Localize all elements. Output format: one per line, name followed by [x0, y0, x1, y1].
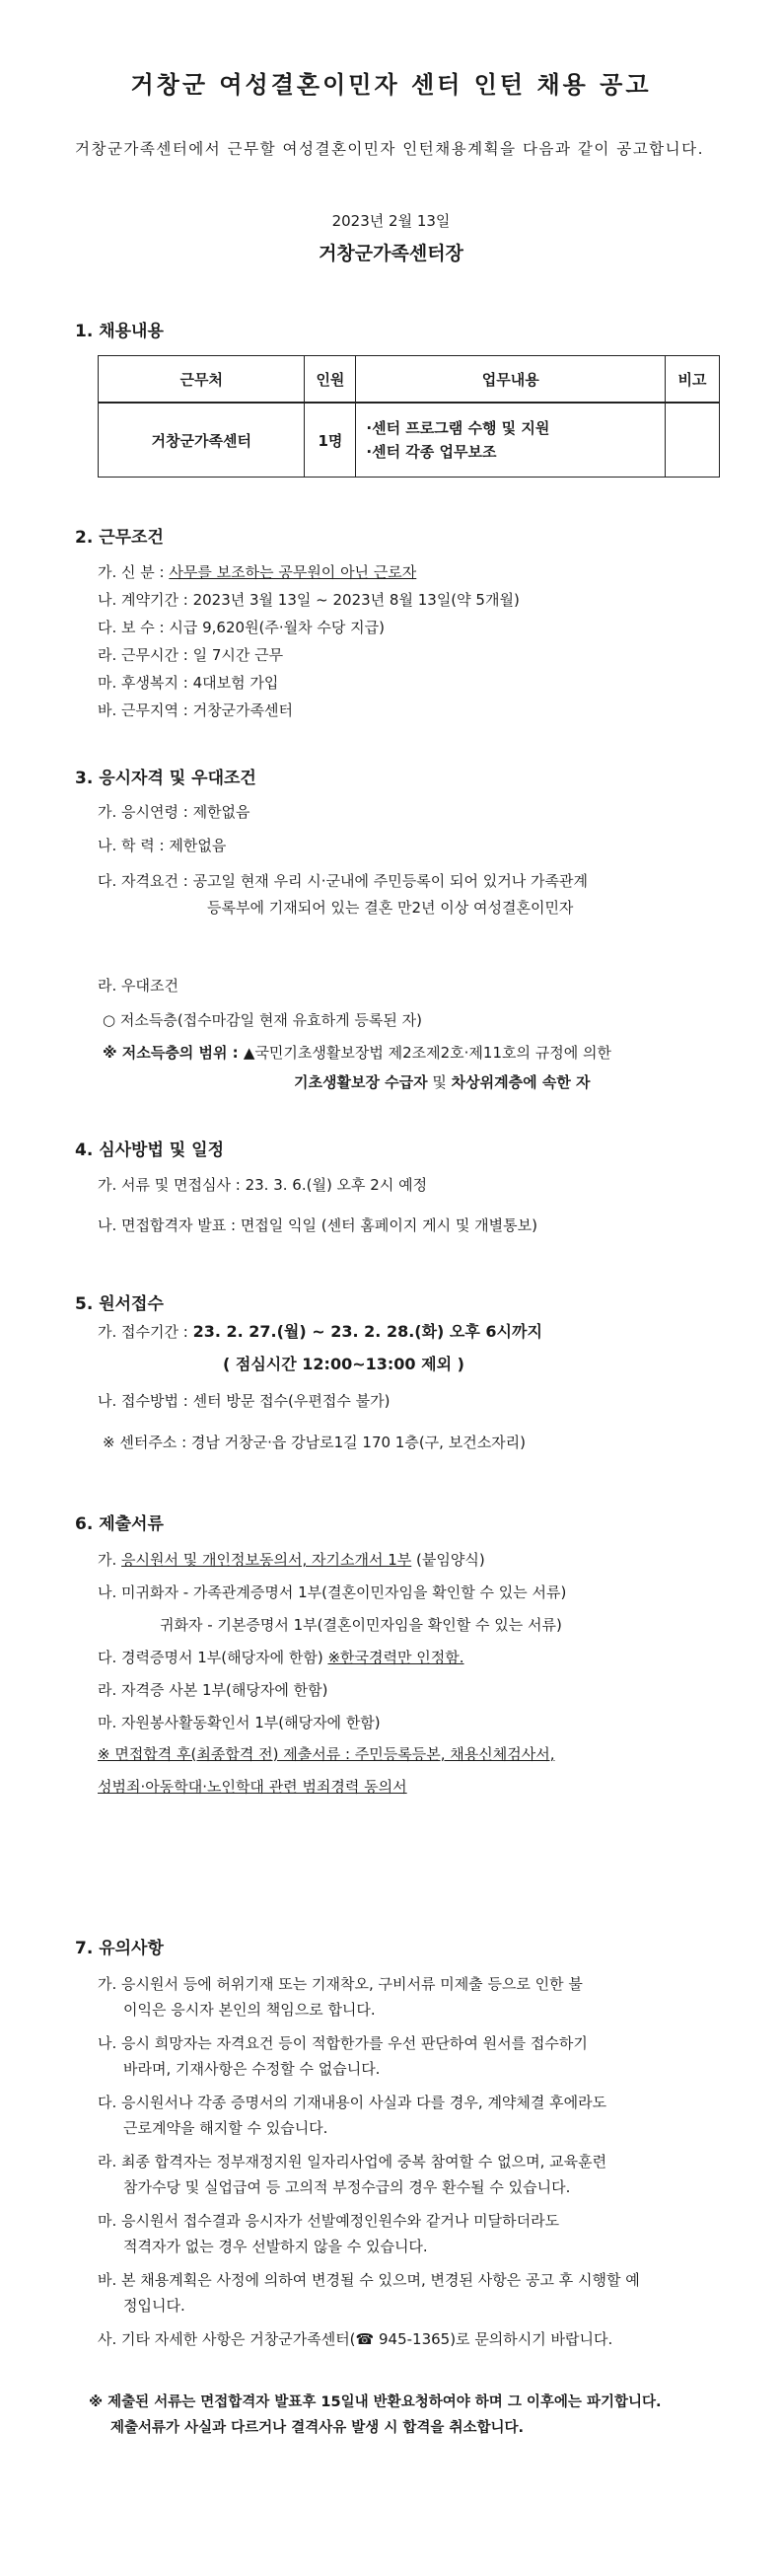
document-non-naturalized: 나. 미귀화자 - 가족관계증명서 1부(결혼이민자임을 확인할 수 있는 서류): [98, 1583, 567, 1601]
condition-label: 가. 신 분 :: [98, 563, 170, 581]
document-naturalized: 귀화자 - 기본증명서 1부(결혼이민자임을 확인할 수 있는 서류): [160, 1616, 562, 1634]
center-address: ※ 센터주소 : 경남 거창군·읍 강남로1길 170 1층(구, 보건소자리): [103, 1434, 527, 1451]
lunch-break-note: ( 점심시간 12:00~13:00 제외 ): [223, 1355, 464, 1373]
condition-value: 4대보험 가입: [192, 674, 279, 692]
caution-item: 라. 최종 합격자는 정부재정지원 일자리사업에 중복 참여할 수 없으며, 교육훈련: [98, 2153, 607, 2171]
scope-text: ▲국민기초생활보장법 제2조제2호·제11호의 규정에 의한: [243, 1044, 611, 1062]
section-4-heading: 4. 심사방법 및 일정: [75, 1141, 224, 1160]
doc-suffix: (붙임양식): [411, 1551, 485, 1569]
qualification-age: 가. 응시연령 : 제한없음: [98, 803, 250, 821]
preference-low-income: ○ 저소득층(접수마감일 현재 유효하게 등록된 자): [103, 1011, 422, 1029]
condition-value: 사무를 보조하는 공무원이 아닌 근로자: [169, 563, 417, 581]
intro-paragraph: 거창군가족센터에서 근무할 여성결혼이민자 인턴채용계획을 다음과 같이 공고합니다.: [75, 140, 705, 158]
section-5-heading: 5. 원서접수: [75, 1294, 164, 1314]
screening-schedule: 가. 서류 및 면접심사 : 23. 3. 6.(월) 오후 2시 예정: [98, 1176, 428, 1194]
caution-item: 마. 응시원서 접수결과 응시자가 선발예정인원수와 같거나 미달하더라도: [98, 2212, 560, 2230]
cell-note: [666, 403, 720, 478]
condition-label: 마. 후생복지 :: [98, 674, 193, 692]
header-note: 비고: [666, 356, 720, 404]
caution-item: 바. 본 채용계획은 사정에 의하여 변경될 수 있으며, 변경된 사항은 공고 후 시행할 예: [98, 2271, 640, 2289]
document-volunteer: 마. 자원봉사활동확인서 1부(해당자에 한함): [98, 1714, 381, 1731]
header-duties: 업무내용: [356, 356, 666, 404]
condition-value: 일 7시간 근무: [192, 646, 284, 664]
caution-item-cont: 적격자가 없는 경우 선발하지 않을 수 있습니다.: [123, 2238, 428, 2255]
result-announcement: 나. 면접합격자 발표 : 면접일 익일 (센터 홈페이지 게시 및 개별통보): [98, 1216, 537, 1234]
return-notice: ※ 제출된 서류는 면접합격자 발표후 15일내 반환요청하여야 하며 그 이후에는 파기합니다.: [89, 2394, 662, 2410]
condition-pay: [98, 617, 385, 637]
condition-label: 라. 근무시간 :: [98, 646, 193, 664]
preference-heading: 라. 우대조건: [98, 977, 178, 994]
document-application: [98, 1549, 485, 1570]
qualification-requirement-cont: 등록부에 기재되어 있는 결혼 만2년 이상 여성결혼이민자: [207, 899, 574, 917]
low-income-scope: [103, 1042, 611, 1063]
condition-hours: [98, 644, 283, 665]
final-documents: ※ 면접합격 후(최종합격 전) 제출서류 : 주민등록등본, 채용신체검사서,: [98, 1745, 555, 1763]
scope-label: ※ 저소득층의 범위 :: [103, 1044, 244, 1062]
doc-prefix: 가.: [98, 1551, 122, 1569]
issuer: 거창군가족센터장: [319, 243, 463, 264]
cell-duties: [356, 403, 666, 478]
condition-status: [98, 561, 416, 582]
condition-welfare: [98, 672, 278, 693]
period-value: 23. 2. 27.(월) ~ 23. 2. 28.(화) 오후 6시까지: [192, 1322, 542, 1341]
caution-item: 나. 응시 희망자는 자격요건 등이 적합한가를 우선 판단하여 원서를 접수하기: [98, 2034, 588, 2052]
section-1-heading: 1. 채용내용: [75, 322, 164, 341]
application-period: [98, 1319, 542, 1342]
low-income-scope-cont: [294, 1071, 591, 1092]
condition-label: 나. 계약기간 :: [98, 591, 193, 609]
announcement-date: 2023년 2월 13일: [331, 212, 451, 230]
document-career: [98, 1647, 464, 1667]
caution-item: 가. 응시원서 등에 허위기재 또는 기재착오, 구비서류 미제출 등으로 인한 불: [98, 1975, 583, 1993]
duty-item: ·센터 프로그램 수행 및 지원: [366, 419, 550, 437]
condition-location: [98, 699, 293, 720]
caution-item-cont: 바라며, 기재사항은 수정할 수 없습니다.: [123, 2060, 381, 2078]
header-count: 인원: [305, 356, 356, 404]
scope-mid: 및: [427, 1073, 452, 1091]
final-documents-cont: 성범죄·아동학대·노인학대 관련 범죄경력 동의서: [98, 1778, 407, 1796]
period-label: 가. 접수기간 :: [98, 1323, 193, 1341]
table-row: [99, 403, 720, 478]
caution-item: 사. 기타 자세한 사항은 거창군가족센터(☎ 945-1365)로 문의하시기 바랍니다.: [98, 2330, 613, 2348]
application-method: 나. 접수방법 : 센터 방문 접수(우편접수 불가): [98, 1392, 391, 1410]
condition-label: 바. 근무지역 :: [98, 701, 193, 719]
header-place: 근무처: [99, 356, 305, 404]
section-7-heading: 7. 유의사항: [75, 1939, 164, 1958]
scope-bold-1: 기초생활보장 수급자: [294, 1073, 428, 1091]
page-title: 거창군 여성결혼이민자 센터 인턴 채용 공고: [130, 71, 652, 99]
jobs-table: [98, 355, 720, 478]
qualification-requirement: 다. 자격요건 : 공고일 현재 우리 시·군내에 주민등록이 되어 있거나 가족관계: [98, 872, 588, 890]
caution-item-cont: 이익은 응시자 본인의 책임으로 합니다.: [123, 2001, 376, 2019]
condition-value: 거창군가족센터: [192, 701, 294, 719]
caution-item-cont: 정입니다.: [123, 2297, 185, 2315]
career-note: ※한국경력만 인정함.: [327, 1649, 464, 1666]
condition-value: 2023년 3월 13일 ~ 2023년 8월 13일(약 5개월): [192, 591, 520, 609]
career-text: 다. 경력증명서 1부(해당자에 한함): [98, 1649, 328, 1666]
condition-period: [98, 589, 520, 610]
caution-item-cont: 근로계약을 해지할 수 있습니다.: [123, 2119, 328, 2137]
section-2-heading: 2. 근무조건: [75, 528, 164, 548]
doc-text: 응시원서 및 개인정보동의서, 자기소개서 1부: [121, 1551, 412, 1569]
caution-item: 다. 응시원서나 각종 증명서의 기재내용이 사실과 다를 경우, 계약체결 후에라도: [98, 2094, 607, 2111]
document-license: 라. 자격증 사본 1부(해당자에 한함): [98, 1681, 328, 1699]
scope-bold-2: 차상위계층에 속한 자: [451, 1073, 591, 1091]
table-header-row: [99, 356, 720, 404]
cell-place: 거창군가족센터: [99, 403, 305, 478]
section-6-heading: 6. 제출서류: [75, 1514, 164, 1534]
cancel-notice: 제출서류가 사실과 다르거나 결격사유 발생 시 합격을 취소합니다.: [110, 2420, 525, 2436]
condition-value: 시급 9,620원(주·월차 수당 지급): [169, 619, 385, 636]
caution-item-cont: 참가수당 및 실업급여 등 고의적 부정수급의 경우 환수될 수 있습니다.: [123, 2178, 571, 2196]
duty-item: ·센터 각종 업무보조: [366, 443, 497, 461]
condition-label: 다. 보 수 :: [98, 619, 170, 636]
qualification-education: 나. 학 력 : 제한없음: [98, 837, 227, 854]
section-3-heading: 3. 응시자격 및 우대조건: [75, 769, 256, 788]
cell-count: 1명: [305, 403, 356, 478]
